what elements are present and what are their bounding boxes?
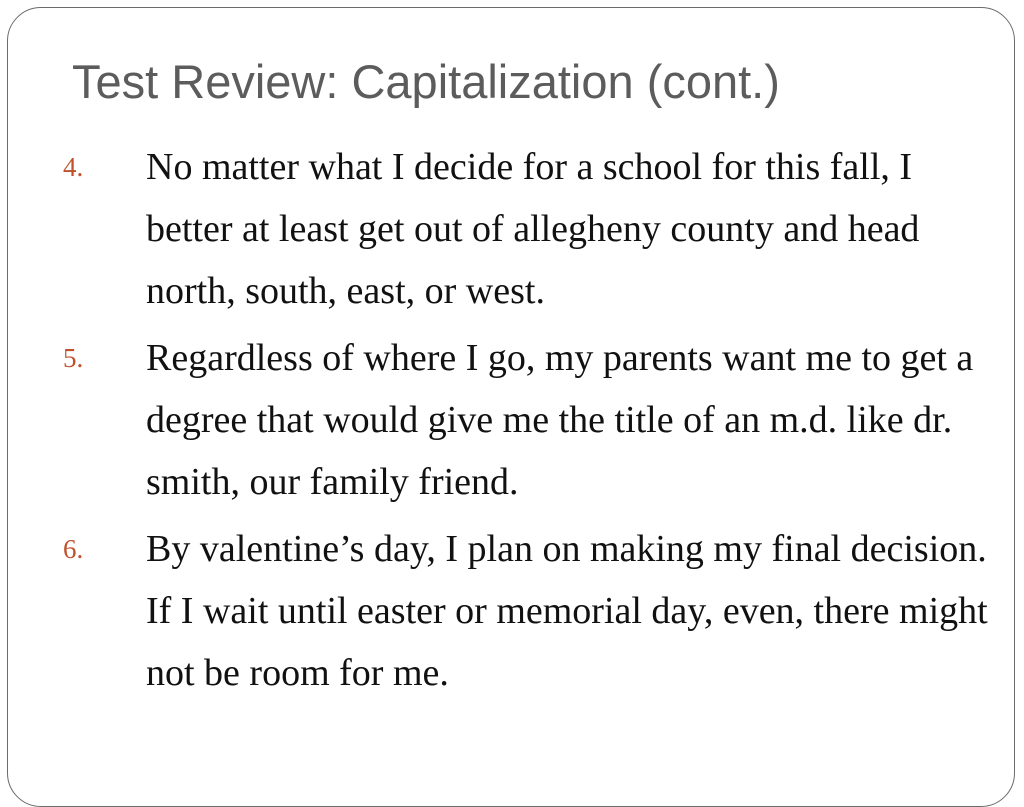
item-number: 5. bbox=[63, 343, 84, 373]
list-item-5 bbox=[58, 327, 988, 513]
item-text: By valentine’s day, I plan on making my final decision. If I wait until easter or memorial day, even, there might not be room for me. bbox=[146, 528, 988, 694]
item-text: No matter what I decide for a school for this fall, I better at least get out of allegheny county and head north, south, east, or west. bbox=[146, 146, 920, 312]
slide-title: Test Review: Capitalization (cont.) bbox=[72, 55, 780, 108]
list-item-6 bbox=[58, 518, 988, 704]
item-text: Regardless of where I go, my parents want me to get a degree that would give me the title of an m.d. like dr. smith, our family friend. bbox=[146, 337, 974, 503]
list-item-4 bbox=[58, 136, 988, 322]
item-number: 6. bbox=[63, 534, 84, 564]
item-number: 4. bbox=[63, 152, 84, 182]
question-list bbox=[58, 136, 988, 709]
